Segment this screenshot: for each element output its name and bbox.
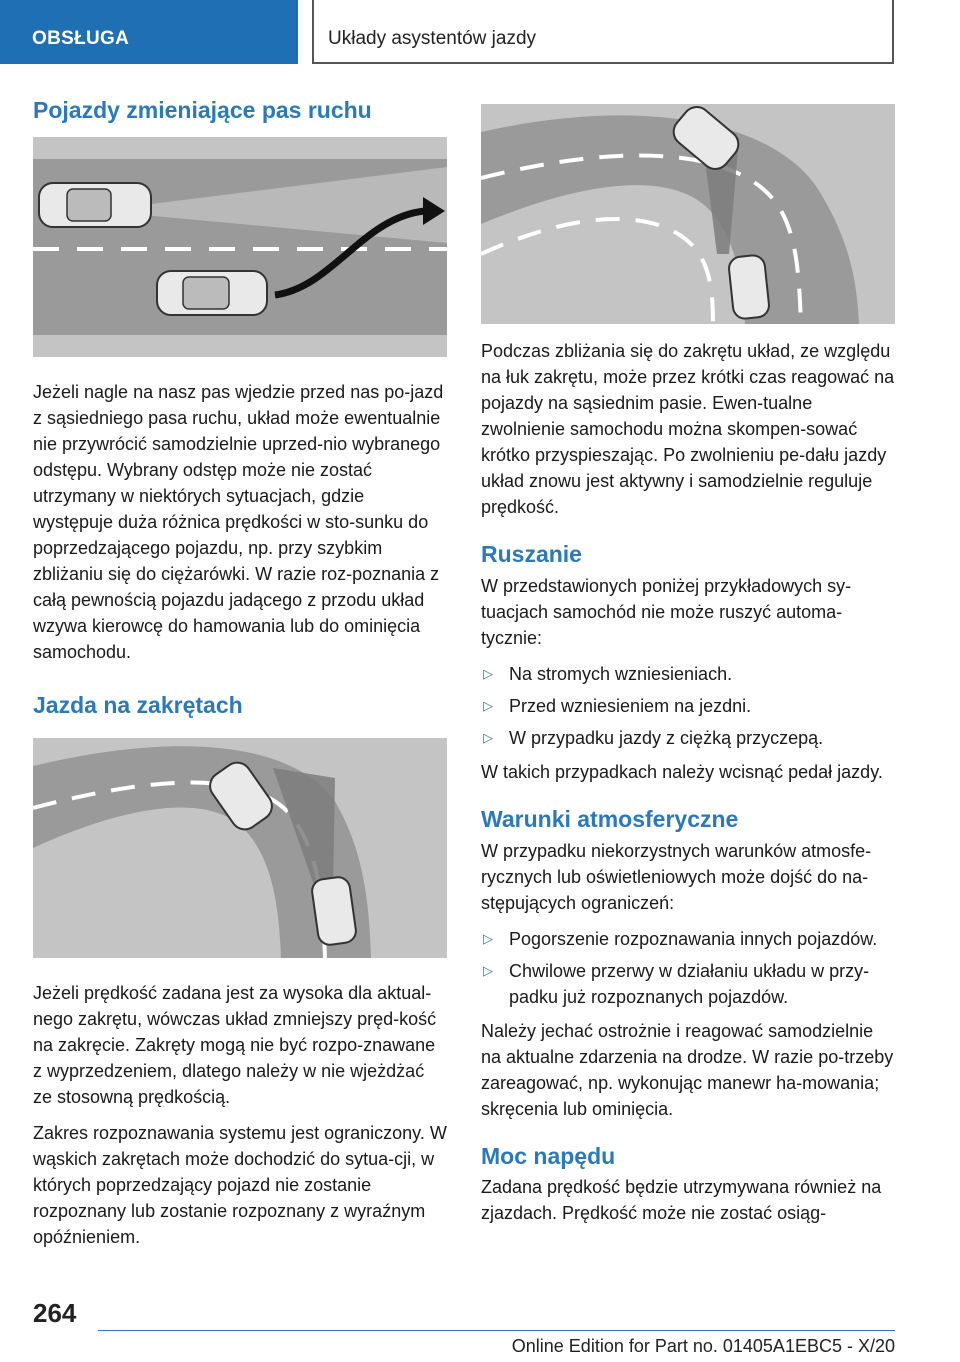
footer-edition: Online Edition for Part no. 01405A1EBC5 - X/20 <box>511 1336 895 1356</box>
paragraph-weather-2: Należy jechać ostrożnie i reagować samodzielnie na aktualne zdarzenia na drodze. W razie po-trzeby zareagować, np. wykonując manewr ha-mowania; skręcenia lub ominięcia. <box>481 1020 894 1119</box>
paragraph-curves-2: Zakres rozpoznawania systemu jest ograniczony. W wąskich zakrętach może dochodzić do sytua-cji, w których poprzedzający pojazd nie zostanie rozpoznany lub zostanie rozpoznany z wyraźnym opóźnieniem. <box>33 1122 447 1247</box>
triangle-bullet-icon: ▷ <box>483 930 493 946</box>
figure-lane-change <box>33 137 447 357</box>
heading-curves: Jazda na zakrętach <box>33 691 243 718</box>
figure-curve-left <box>33 738 447 958</box>
triangle-bullet-icon: ▷ <box>483 697 493 713</box>
header-chapter-title: Układy asystentów jazdy <box>312 0 894 64</box>
page-number: 264 <box>33 1298 77 1328</box>
car-own-icon <box>311 875 358 946</box>
list-starting <box>481 661 895 751</box>
heading-drive-power: Moc napędu <box>481 1142 616 1169</box>
heading-weather: Warunki atmosferyczne <box>481 805 739 832</box>
header-section-tab: OBSŁUGA <box>0 0 298 64</box>
right-column <box>481 104 895 1236</box>
car-merging-icon <box>157 271 267 315</box>
list-weather <box>481 926 895 1010</box>
figure-curve-right <box>481 104 895 324</box>
left-column <box>33 96 447 1260</box>
list-item: ▷ Przed wzniesieniem na jezdni. <box>481 693 895 719</box>
triangle-bullet-icon: ▷ <box>483 729 493 745</box>
triangle-bullet-icon: ▷ <box>483 962 493 978</box>
paragraph-starting-2: W takich przypadkach należy wcisnąć pedał jazdy. <box>481 761 883 782</box>
paragraph-weather: W przypadku niekorzystnych warunków atmosfe-rycznych lub oświetleniowych może dojść do na-stępujących ograniczeń: <box>481 840 872 913</box>
paragraph-lane-change: Jeżeli nagle na nasz pas wjedzie przed nas po-jazd z sąsiedniego pasa ruchu, układ może ewentualnie nie przywrócić samodzielnie uprzed-nio wybranego odstępu. Wybrany odstęp może nie zostać utrzymany w niektórych sytuacjach, gdzie występuje duża różnica prędkości w sto-sunku do poprzedzającego pojazdu, np. przy szybkim zbliżaniu się do ciężarówki. W razie roz-poznania z całą pewnością pojazdu jadącego z przodu układ wzywa kierowcę do hamowania lub do ominięcia samochodu. <box>33 381 444 662</box>
paragraph-starting: W przedstawionych poniżej przykładowych sy-tuacjach samochód nie może ruszyć automa-tycznie: <box>481 575 852 648</box>
car-front-icon <box>39 183 151 227</box>
footer-divider <box>98 1330 895 1331</box>
list-item: ▷ Chwilowe przerwy w działaniu układu w przy-padku już rozpoznanych pojazdów. <box>481 958 895 1010</box>
paragraph-curves-1: Jeżeli prędkość zadana jest za wysoka dla aktual-nego zakrętu, wówczas układ zmniejszy pręd-kość na zakręcie. Zakręty mogą nie być rozpo-znawane z wyprzedzeniem, dlatego należy w nie wjeżdżać ze stosowną prędkością. <box>33 982 437 1107</box>
heading-lane-change: Pojazdy zmieniające pas ruchu <box>33 97 372 123</box>
triangle-bullet-icon: ▷ <box>483 665 493 681</box>
paragraph-curve-adjacent: Podczas zbliżania się do zakrętu układ, ze względu na łuk zakrętu, może przez krótki czas reagować na pojazdy na sąsiednim pasie. Ewen-tualne zwolnienie samochodu można skompen-sować krótko przyspieszając. Po zwolnieniu pe-dału jazdy układ znowu jest aktywny i samodzielnie reguluje prędkość. <box>481 341 895 517</box>
list-item: ▷ W przypadku jazdy z ciężką przyczepą. <box>481 725 895 751</box>
car-own-icon <box>728 254 770 319</box>
list-item: ▷ Na stromych wzniesieniach. <box>481 661 895 687</box>
heading-starting: Ruszanie <box>481 541 582 567</box>
list-item: ▷ Pogorszenie rozpoznawania innych pojazdów. <box>481 926 895 952</box>
paragraph-drive-power: Zadana prędkość będzie utrzymywana również na zjazdach. Prędkość może nie zostać osiąg- <box>481 1177 882 1224</box>
